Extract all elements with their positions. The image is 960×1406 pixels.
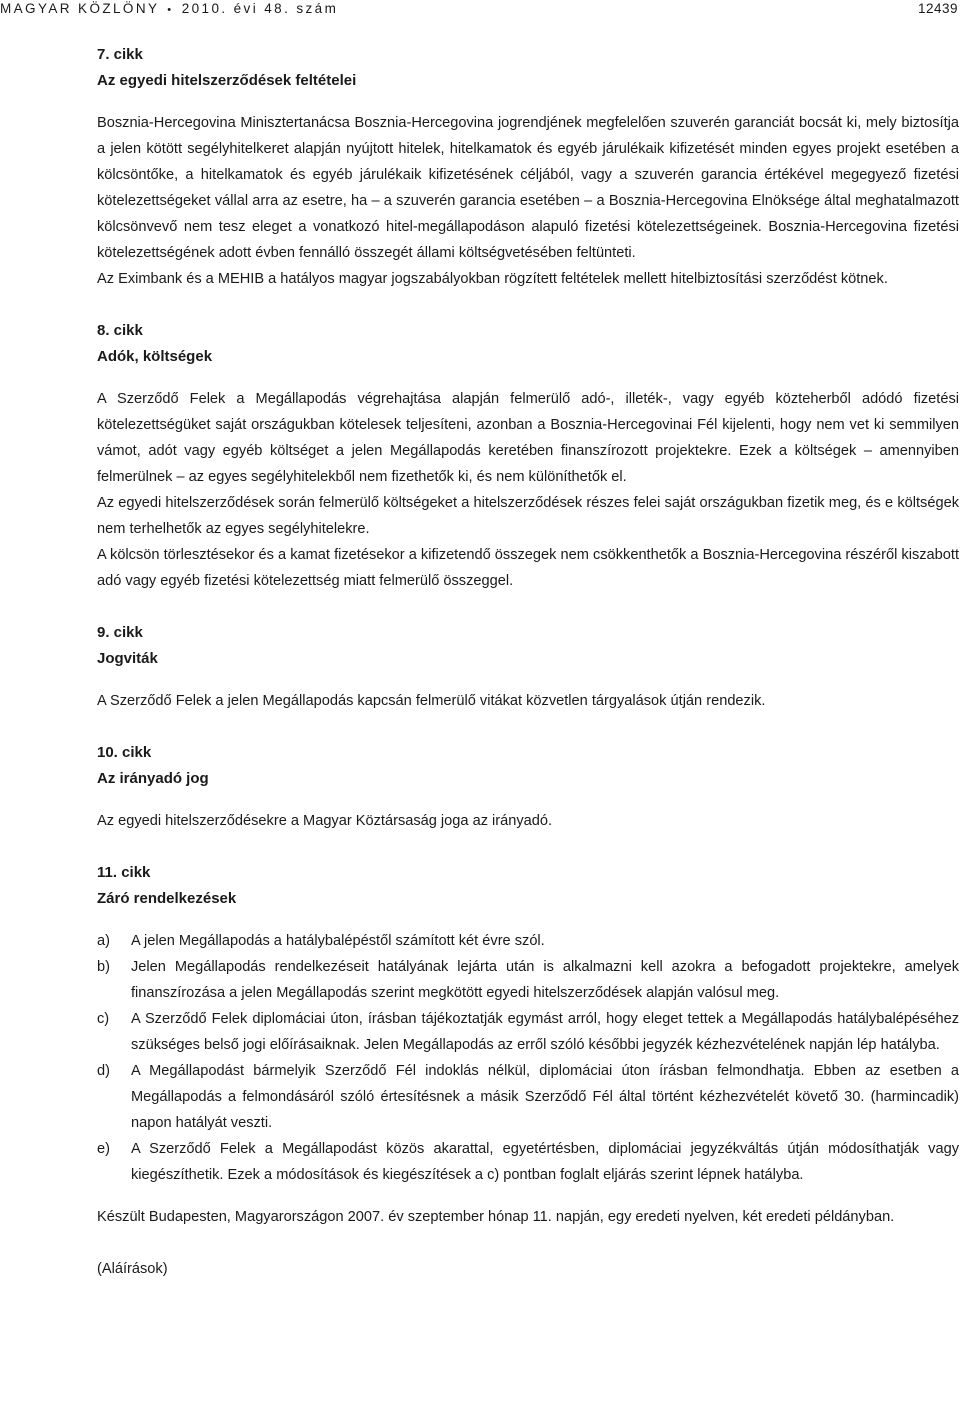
provisions-list (97, 928, 959, 1188)
journal-name: MAGYAR KÖZLÖNY (0, 1, 160, 16)
article-title: Az egyedi hitelszerződések feltételei (97, 72, 357, 89)
article-11 (97, 860, 959, 1282)
document-body (97, 42, 959, 1282)
article-number: 8. cikk (97, 322, 143, 339)
page-header (0, 0, 960, 24)
list-marker: b) (97, 959, 110, 975)
paragraph: A Szerződő Felek a jelen Megállapodás kapcsán felmerülő vitákat közvetlen tárgyalások útján rendezik. (97, 693, 766, 709)
list-item-text: A Szerződő Felek diplomáciai úton, írásban tájékoztatják egymást arról, hogy eleget tettek a Megállapodás hatálybalépéséhez szükséges belső jogi előírásaiknak. Jelen Megállapodás az erről szóló későbbi jegyzék kézhezvételének napján lép hatályba. (131, 1011, 959, 1053)
list-item (97, 928, 959, 954)
list-item-text: A Megállapodást bármelyik Szerződő Fél indoklás nélkül, diplomáciai úton írásban felmondhatja. Ebben az esetben a Megállapodás a felmondásáról szóló értesítésnek a másik Szerződő Fél által történt kézhezvételét követő 30. (harmincadik) napon hatályát veszti. (131, 1063, 959, 1131)
journal-header (0, 1, 338, 16)
list-marker: c) (97, 1011, 110, 1027)
page-number: 12439 (917, 1, 958, 16)
article-number: 10. cikk (97, 744, 152, 761)
list-marker: a) (97, 933, 110, 949)
list-item-text: A jelen Megállapodás a hatálybalépéstől számított két évre szól. (131, 933, 545, 949)
paragraph: A Szerződő Felek a Megállapodás végrehajtása alapján felmerülő adó-, illeték-, vagy egyéb közteherből adódó fizetési kötelezettségüket saját országukban kötelesek teljesíteni, azonban a Bosznia-Hercegovinai Fél kijelenti, hogy nem vet ki semmilyen vámot, adót vagy egyéb költséget a jelen Megállapodás keretében finanszírozott projektekre. Ezek a költségek – amennyiben felmerülnek – az egyes segélyhitelekből nem fizethetők ki, és nem különíthetők el. (97, 391, 959, 485)
list-item-text: Jelen Megállapodás rendelkezéseit hatályának lejárta után is alkalmazni kell azokra a befogadott projektekre, amelyek finanszírozása a jelen Megállapodás szerint megkötött egyedi hitelszerződések alapján valósul meg. (131, 959, 959, 1001)
list-item (97, 1136, 959, 1188)
article-number: 9. cikk (97, 624, 143, 641)
issue-label: 2010. évi 48. szám (181, 1, 339, 16)
list-marker: e) (97, 1141, 110, 1157)
paragraph: Az egyedi hitelszerződésekre a Magyar Köztársaság joga az irányadó. (97, 813, 553, 829)
article-title: Záró rendelkezések (97, 890, 237, 907)
article-9 (97, 620, 959, 714)
list-marker: d) (97, 1063, 110, 1079)
list-item (97, 1058, 959, 1136)
article-8 (97, 318, 959, 594)
header-separator: • (167, 4, 174, 16)
article-number: 7. cikk (97, 46, 143, 63)
paragraph: A kölcsön törlesztésekor és a kamat fizetésekor a kifizetendő összegek nem csökkenthetők a Bosznia-Hercegovina részéről kiszabott adó vagy egyéb fizetési kötelezettség miatt felmerülő összeggel. (97, 547, 959, 589)
paragraph: Bosznia-Hercegovina Minisztertanácsa Bosznia-Hercegovina jogrendjének megfelelően szuverén garanciát bocsát ki, mely biztosítja a jelen kötött segélyhitelkeret alapján nyújtott hitelek, hitelkamatok és egyéb járulékaik kifizetését minden egyes projekt esetében a kölcsöntőke, a hitelkamatok és egyéb járulékaik kifizetésének céljából, vagy a szuverén garancia értékével megegyező fizetési kötelezettségeket vállal arra az esetre, ha – a szuverén garancia esetében – a Bosznia-Hercegovina Elnöksége által meghatalmazott kölcsönvevő nem tesz eleget a vonatkozó hitel-megállapodáson alapuló fizetési kötelezettségeinek. Bosznia-Hercegovina fizetési kötelezettségének adott évben fennálló összegét állami költségvetésében feltünteti. (97, 115, 959, 261)
list-item (97, 954, 959, 1006)
article-7 (97, 42, 959, 292)
signatures-note: (Aláírások) (97, 1261, 168, 1277)
article-title: Adók, költségek (97, 348, 213, 365)
article-title: Jogviták (97, 650, 158, 667)
list-item-text: A Szerződő Felek a Megállapodást közös akarattal, egyetértésben, diplomáciai jegyzékváltás útján módosíthatják vagy kiegészíthetik. Ezek a módosítások és kiegészítések a c) pontban foglalt eljárás szerint lépnek hatályba. (131, 1141, 959, 1183)
article-10 (97, 740, 959, 834)
paragraph: Az Eximbank és a MEHIB a hatályos magyar jogszabályokban rögzített feltételek mellett hitelbiztosítási szerződést kötnek. (97, 271, 888, 287)
article-title: Az irányadó jog (97, 770, 209, 787)
closing-statement: Készült Budapesten, Magyarországon 2007. év szeptember hónap 11. napján, egy eredeti nyelven, két eredeti példányban. (97, 1209, 895, 1225)
paragraph: Az egyedi hitelszerződések során felmerülő költségeket a hitelszerződések részes felei saját országukban fizetik meg, és e költségek nem terhelhetők az egyes segélyhitelekre. (97, 495, 959, 537)
list-item (97, 1006, 959, 1058)
article-number: 11. cikk (97, 864, 151, 881)
